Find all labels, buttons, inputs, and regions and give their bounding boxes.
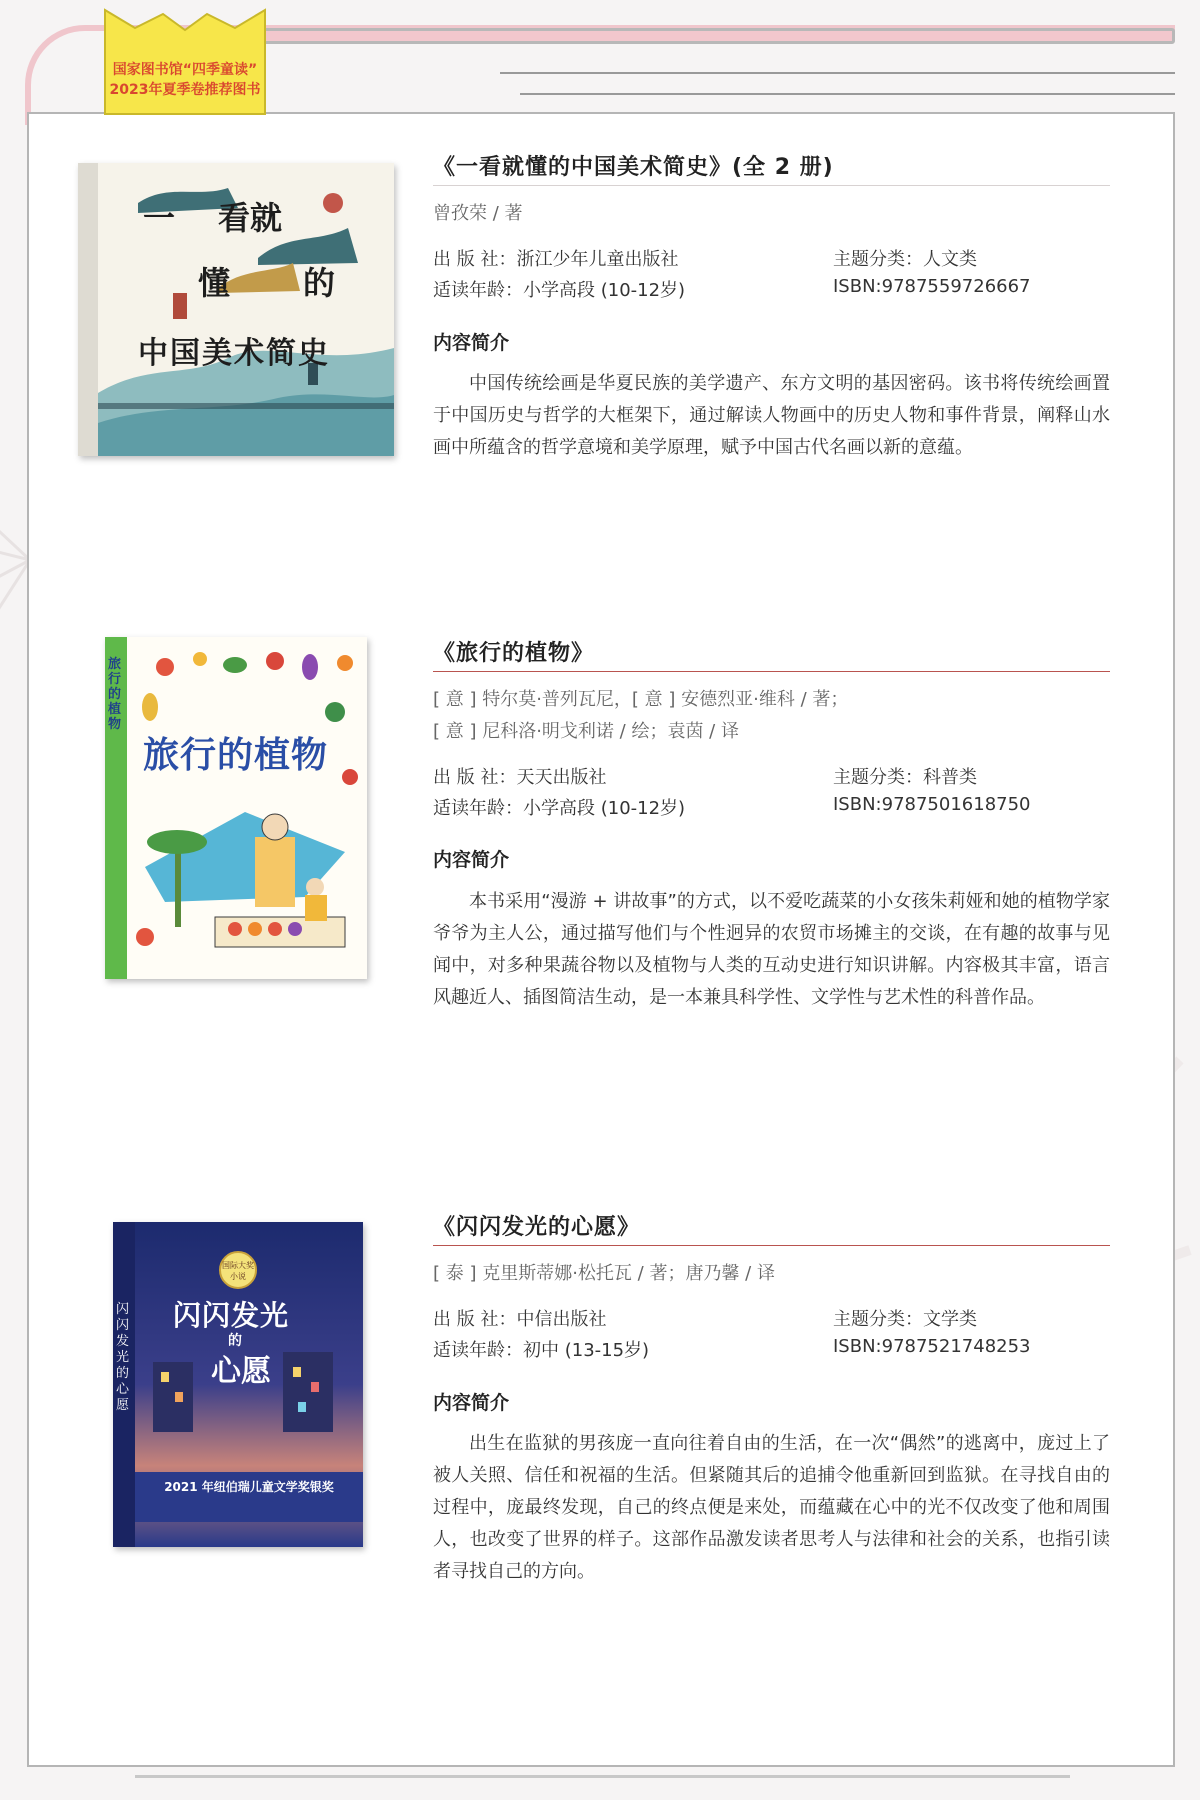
intro-text-1: 中国传统绘画是华夏民族的美学遗产、东方文明的基因密码。该书将传统绘画置于中国历史与哲学的大框架下，通过解读人物画中的历史人物和事件背景，阐释山水画中所蕴含的哲学意境和美学原理，赋予中国古代名画以新的意蕴。 xyxy=(433,373,1110,458)
age-label: 适读年龄： xyxy=(433,1340,523,1361)
cover-title-1d: 的 xyxy=(303,264,336,302)
isbn-row-2 xyxy=(833,794,1031,815)
cover-title-1a: 一 xyxy=(143,199,176,237)
category-value: 文学类 xyxy=(923,1309,977,1330)
age-row-3 xyxy=(433,1336,649,1362)
category-row-3 xyxy=(833,1305,977,1331)
publisher-row-3 xyxy=(433,1305,606,1331)
isbn-value: 9787521748253 xyxy=(881,1336,1031,1357)
book-author-2a: [ 意 ] 特尔莫·普列瓦尼，[ 意 ] 安德烈亚·维科 / 著； xyxy=(433,689,849,710)
publisher-row-2 xyxy=(433,763,606,789)
publisher-value: 中信出版社 xyxy=(516,1309,607,1330)
cover-title-1c: 懂 xyxy=(198,264,231,302)
publisher-label: 出 版 社： xyxy=(433,1309,517,1330)
intro-heading-2: 内容简介 xyxy=(433,849,510,871)
publisher-value: 浙江少年儿童出版社 xyxy=(516,249,679,270)
cover-badge-line-1: 国际大奖 xyxy=(222,1261,254,1270)
book-title-2: 《旅行的植物》 xyxy=(433,641,595,666)
publisher-row-1 xyxy=(433,245,678,271)
category-value: 科普类 xyxy=(923,767,977,788)
cover-title-1b: 看就 xyxy=(218,199,283,237)
intro-heading-1: 内容简介 xyxy=(433,332,510,354)
isbn-value: 9787559726667 xyxy=(881,276,1031,297)
book-author-2b: [ 意 ] 尼科洛·明戈利诺 / 绘；袁茵 / 译 xyxy=(433,721,739,742)
age-label: 适读年龄： xyxy=(433,798,523,819)
cover-title-2: 旅行的植物 xyxy=(143,735,329,776)
category-value: 人文类 xyxy=(923,249,977,270)
isbn-label: ISBN: xyxy=(833,1336,882,1357)
cover-award: 2021 年纽伯瑞儿童文学奖银奖 xyxy=(164,1480,334,1494)
book-cover-1[interactable] xyxy=(78,163,394,456)
category-label: 主题分类： xyxy=(833,767,923,788)
category-label: 主题分类： xyxy=(833,249,923,270)
decorative-line xyxy=(520,93,1175,95)
cover-title-3c: 心愿 xyxy=(211,1354,271,1389)
book-cover-2[interactable] xyxy=(105,637,367,979)
age-value: 小学高段 (10-12岁) xyxy=(523,798,686,819)
book-cover-3[interactable] xyxy=(113,1222,363,1547)
publisher-value: 天天出版社 xyxy=(516,767,607,788)
book-title-3: 《闪闪发光的心愿》 xyxy=(433,1215,641,1240)
category-row-1 xyxy=(833,245,977,271)
cover-spine-title-2: 旅行的植物 xyxy=(108,657,122,732)
category-row-2 xyxy=(833,763,977,789)
title-rule-1 xyxy=(433,185,1110,186)
cover-title-3b: 的 xyxy=(228,1333,242,1349)
publisher-label: 出 版 社： xyxy=(433,767,517,788)
decorative-top-bar xyxy=(250,28,1175,44)
title-rule-3 xyxy=(433,1245,1110,1246)
cover-spine-title-3: 闪闪发光的心愿 xyxy=(116,1302,130,1413)
age-value: 小学高段 (10-12岁) xyxy=(523,280,686,301)
age-row-1 xyxy=(433,276,685,302)
intro-text-2: 本书采用“漫游 + 讲故事”的方式，以不爱吃蔬菜的小女孩朱莉娅和她的植物学家爷爷为主人公，通过描写他们与个性迥异的农贸市场摊主的交谈，在有趣的故事与见闻中，对多种果蔬谷物以及植物与人类的互动史进行知识讲解。内容极其丰富，语言风趣近人、插图简洁生动，是一本兼具科学性、文学性与艺术性的科普作品。 xyxy=(433,891,1110,1008)
age-value: 初中 (13-15岁) xyxy=(523,1340,650,1361)
cover-illustration-2 xyxy=(105,637,367,979)
intro-text-3: 出生在监狱的男孩庞一直向往着自由的生活，在一次“偶然”的逃离中，庞过上了被人关照、信任和祝福的生活。但紧随其后的追捕令他重新回到监狱。在寻找自由的过程中，庞最终发现，自己的终点便是来处，而蕴藏在心中的光不仅改变了他和周围人，也改变了世界的样子。这部作品激发读者思考人与法律和社会的关系，也指引读者寻找自己的方向。 xyxy=(433,1433,1110,1582)
isbn-label: ISBN: xyxy=(833,276,882,297)
age-label: 适读年龄： xyxy=(433,280,523,301)
recommendation-badge xyxy=(103,8,267,116)
category-label: 主题分类： xyxy=(833,1309,923,1330)
badge-line-1: 国家图书馆“四季童读” xyxy=(112,62,258,78)
cover-title-3a: 闪闪发光 xyxy=(173,1299,290,1332)
age-row-2 xyxy=(433,794,685,820)
title-rule-2 xyxy=(433,671,1110,672)
isbn-value: 9787501618750 xyxy=(881,794,1031,815)
cover-title-1e: 中国美术简史 xyxy=(138,336,330,371)
decorative-bottom-line xyxy=(135,1775,1070,1778)
isbn-row-1 xyxy=(833,276,1031,297)
isbn-row-3 xyxy=(833,1336,1031,1357)
badge-line-2: 2023年夏季卷推荐图书 xyxy=(109,82,261,98)
book-author-3: [ 泰 ] 克里斯蒂娜·松托瓦 / 著；唐乃馨 / 译 xyxy=(433,1263,775,1284)
publisher-label: 出 版 社： xyxy=(433,249,517,270)
intro-heading-3: 内容简介 xyxy=(433,1392,510,1414)
book-author-1: 曾孜荣 / 著 xyxy=(433,203,523,224)
cover-badge-line-2: 小说 xyxy=(230,1272,246,1281)
book-title-1: 《一看就懂的中国美术简史》(全 2 册) xyxy=(433,155,834,180)
decorative-line xyxy=(500,72,1175,74)
isbn-label: ISBN: xyxy=(833,794,882,815)
